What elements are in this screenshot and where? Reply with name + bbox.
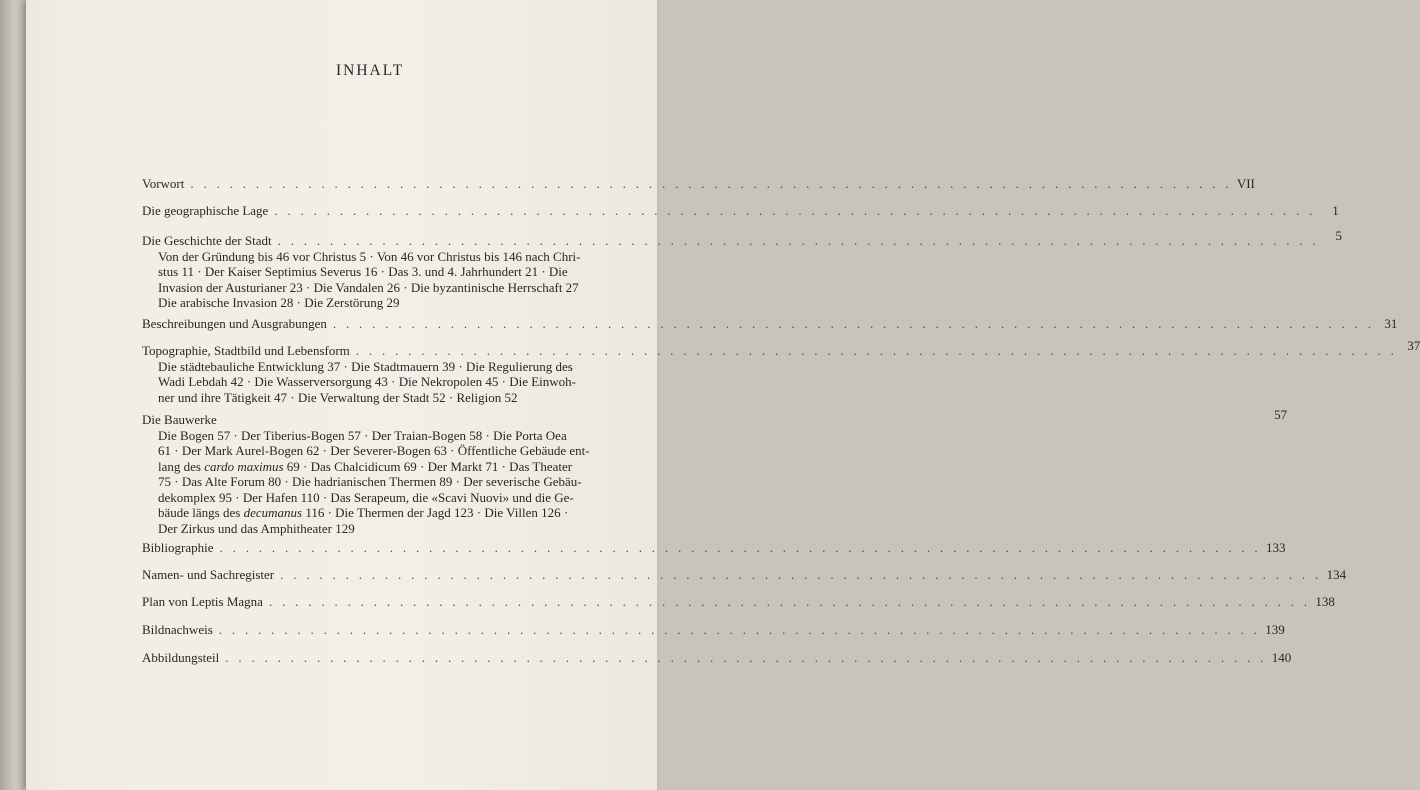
toc-entry <box>142 407 1288 536</box>
leader-dots: . . . . . . . . . . . . . . . . . . . . . . . . . . . . . . . . . . . . . . . . . . . . . . . . . . . . . . . . . . . . . . . . . . . . . . . . . . . . . . . . <box>332 316 1375 331</box>
toc-entry-row <box>142 594 1335 610</box>
leader-dots: . . . . . . . . . . . . . . . . . . . . . . . . . . . . . . . . . . . . . . . . . . . . . . . . . . . . . . . . . . . . . . . . . . . . . . . . . . . . . . . . <box>277 233 1320 248</box>
toc-entry-label: Abbildungsteil <box>142 650 220 665</box>
toc-entry-row <box>142 622 1285 638</box>
toc-page-number: 138 <box>1315 594 1335 609</box>
toc-subentry-line: dekomplex 95 · Der Hafen 110 · Das Serapeum, die «Scavi Nuovi» und die Ge- <box>158 489 574 505</box>
toc-entry <box>142 622 1285 638</box>
toc-page-number: 140 <box>1271 650 1292 665</box>
leader-dots: . . . . . . . . . . . . . . . . . . . . . . . . . . . . . . . . . . . . . . . . . . . . . . . . . . . . . . . . . . . . . . . . . . . . . . . . . . . . . . . . <box>280 567 1322 582</box>
italic-term: decumanus <box>243 505 303 520</box>
toc-entry-label: Namen- und Sachregister <box>142 567 275 582</box>
toc-entry-row <box>142 203 1339 219</box>
toc-entry-label: Topographie, Stadtbild und Lebensform <box>142 343 350 358</box>
toc-subentry-line: lang des cardo maximus 69 · Das Chalcidicum 69 · Der Markt 71 · Das Theater <box>158 458 573 474</box>
book-page <box>26 0 1420 790</box>
italic-term: cardo maximus <box>204 458 284 474</box>
leader-dots: . . . . . . . . . . . . . . . . . . . . . . . . . . . . . . . . . . . . . . . . . . . . . . . . . . . . . . . . . . . . . . . . . . . . . . . . . . . . . . . . <box>274 203 1316 218</box>
toc-page-number: 133 <box>1265 540 1286 555</box>
toc-page-number: 37 <box>1407 338 1420 353</box>
toc-subentry-line: ner und ihre Tätigkeit 47 · Die Verwaltung der Stadt 52 · Religion 52 <box>158 389 518 405</box>
toc-page-number: VII <box>1236 176 1255 191</box>
leader-dots: . . . . . . . . . . . . . . . . . . . . . . . . . . . . . . . . . . . . . . . . . . . . . . . . . . . . . . . . . . . . . . . . . . . . . . . . . . . . . . . . <box>219 540 1261 555</box>
toc-subentry-line: Invasion der Austurianer 23 · Die Vandalen 26 · Die byzantinische Herrschaft 27 <box>158 279 579 295</box>
toc-entry-row <box>142 567 1347 583</box>
toc-entry-row <box>142 316 1398 332</box>
leader-dots: . . . . . . . . . . . . . . . . . . . . . . . . . . . . . . . . . . . . . . . . . . . . . . . . . . . . . . . . . . . . . . . . . . . . . . . . . . . . . . . . <box>225 650 1267 665</box>
toc-subentry-line: 75 · Das Alte Forum 80 · Die hadrianischen Thermen 89 · Der severische Gebäu- <box>158 474 582 489</box>
leader-dots: . . . . . . . . . . . . . . . . . . . . . . . . . . . . . . . . . . . . . . . . . . . . . . . . . . . . . . . . . . . . . . . . . . . . . . . . . . . . . . . . <box>190 176 1232 191</box>
toc-subentries <box>142 249 610 311</box>
toc-entry <box>142 176 1255 192</box>
toc-entry <box>142 338 1420 405</box>
toc-entry-row <box>142 407 1288 428</box>
toc-entry <box>142 228 1343 311</box>
toc-subentries <box>142 359 610 406</box>
page-title: INHALT <box>336 62 405 79</box>
toc-entry-label: Die Bauwerke <box>142 412 217 427</box>
toc-page-number: 57 <box>1274 407 1288 422</box>
toc-page-number: 5 <box>1335 228 1343 243</box>
toc-entry <box>142 316 1398 332</box>
toc-subentry-line: Der Zirkus und das Amphitheater 129 <box>158 520 355 536</box>
toc-subentry-line: bäude längs des decumanus 116 · Die Thermen der Jagd 123 · Die Villen 126 · <box>158 505 569 520</box>
toc-subentry-line: Von der Gründung bis 46 vor Christus 5 · Von 46 vor Christus bis 146 nach Chri- <box>158 248 581 264</box>
toc-entry-label: Bibliographie <box>142 540 214 555</box>
toc-entry <box>142 567 1347 583</box>
toc-page-number: 139 <box>1265 622 1285 637</box>
toc-entry <box>142 540 1286 556</box>
toc-subentry-line: Die arabische Invasion 28 · Die Zerstörung 29 <box>158 295 400 310</box>
toc-entry-label: Plan von Leptis Magna <box>142 594 263 609</box>
toc-subentry-line: Die städtebauliche Entwicklung 37 · Die Stadtmauern 39 · Die Regulierung des <box>158 358 573 374</box>
book-gutter <box>0 0 26 790</box>
toc-entry-row <box>142 338 1420 359</box>
leader-dots: . . . . . . . . . . . . . . . . . . . . . . . . . . . . . . . . . . . . . . . . . . . . . . . . . . . . . . . . . . . . . . . . . . . . . . . . . . . . . . . . <box>268 594 1311 609</box>
toc-entry <box>142 203 1339 219</box>
toc-entry-row <box>142 650 1292 666</box>
toc-entry-label: Die Geschichte der Stadt <box>142 233 272 248</box>
toc-page-number: 31 <box>1384 316 1398 331</box>
toc-entry-row <box>142 176 1255 192</box>
toc-entry <box>142 594 1335 610</box>
toc-entry-row <box>142 540 1286 556</box>
toc-entry <box>142 650 1292 666</box>
toc-subentry-line: Die Bogen 57 · Der Tiberius-Bogen 57 · Der Traian-Bogen 58 · Die Porta Oea <box>158 427 567 443</box>
toc-entry-label: Beschreibungen und Ausgrabungen <box>142 316 327 331</box>
toc-entry-label: Vorwort <box>142 176 185 191</box>
toc-subentry-line: 61 · Der Mark Aurel-Bogen 62 · Der Severer-Bogen 63 · Öffentliche Gebäude ent- <box>158 443 590 458</box>
toc-page-number: 1 <box>1332 203 1339 218</box>
leader-dots: . . . . . . . . . . . . . . . . . . . . . . . . . . . . . . . . . . . . . . . . . . . . . . . . . . . . . . . . . . . . . . . . . . . . . . . . . . . . . . . . <box>218 622 1261 637</box>
leader-dots: . . . . . . . . . . . . . . . . . . . . . . . . . . . . . . . . . . . . . . . . . . . . . . . . . . . . . . . . . . . . . . . . . . . . . . . . . . . . . . . . <box>355 343 1398 358</box>
toc-page-number: 134 <box>1326 567 1347 582</box>
toc-subentry-line: stus 11 · Der Kaiser Septimius Severus 16 · Das 3. und 4. Jahrhundert 21 · Die <box>158 264 568 279</box>
toc-entry-row <box>142 228 1343 249</box>
toc-entry-label: Bildnachweis <box>142 622 213 637</box>
toc-entry-label: Die geographische Lage <box>142 203 269 218</box>
toc-subentry-line: Wadi Lebdah 42 · Die Wasserversorgung 43 · Die Nekropolen 45 · Die Einwoh- <box>158 374 577 389</box>
toc-subentries <box>142 428 610 537</box>
